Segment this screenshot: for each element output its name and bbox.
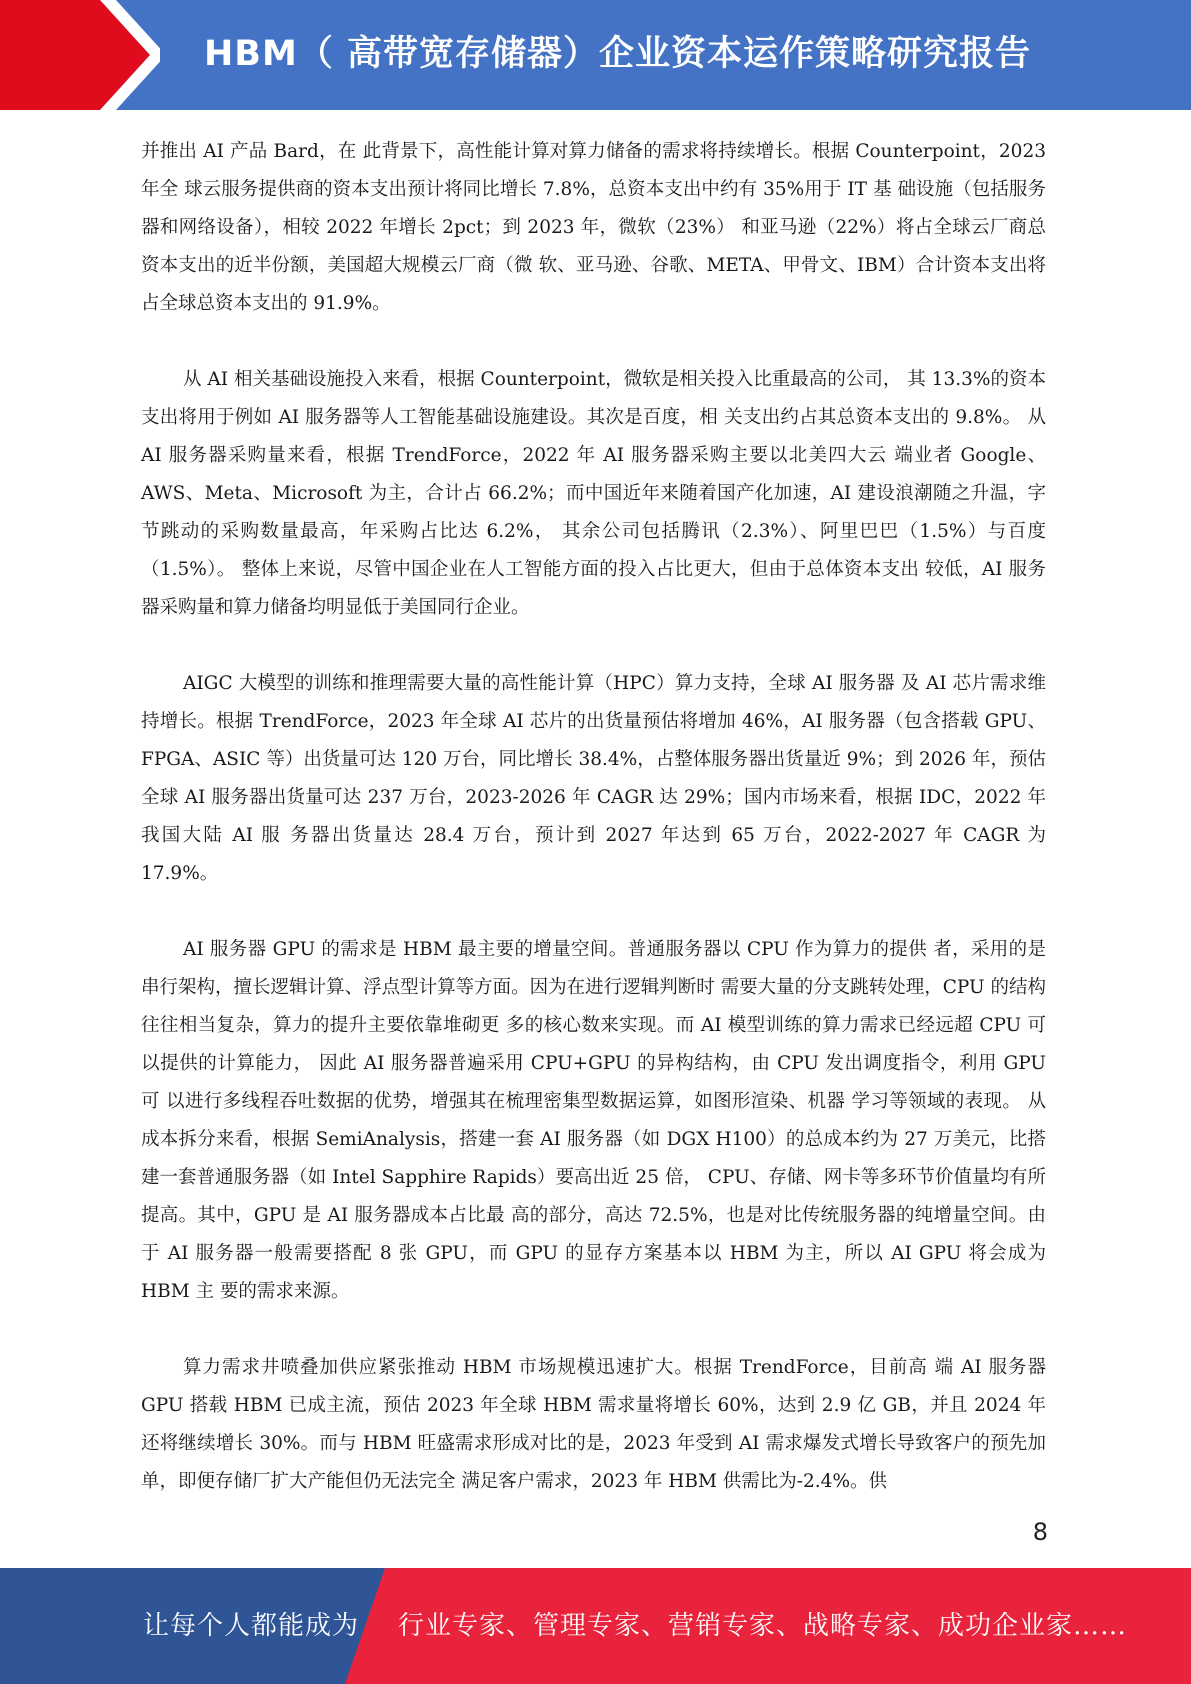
footer-banner <box>0 1568 1191 1684</box>
header-banner <box>0 0 1191 110</box>
paragraph-1: 并推出 AI 产品 Bard，在 此背景下，高性能计算对算力储备的需求将持续增长。根据 Counterpoint，2023 年全 球云服务提供商的资本支出预计将同比增长 7.8%，总资本支出中约有 35%用于 IT 基 础设施（包括服务器和网络设备），相较 2022 年增长 2pct；到 2023 年，微软（23%） 和亚马逊（22%）将占全球云厂商总资本支出的近半份额，美国超大规模云厂商（微 软、亚马逊、谷歌、META、甲骨文、IBM）合计资本支出将占全球总资本支出的 91.9%。 <box>141 141 1046 314</box>
document-body <box>141 133 1046 1539</box>
page-number: 8 <box>1032 1518 1048 1546</box>
footer-slogan-right: 行业专家、管理专家、营销专家、战略专家、成功企业家…… <box>398 1611 1128 1641</box>
paragraph-3: AIGC 大模型的训练和推理需要大量的高性能计算（HPC）算力支持，全球 AI 服务器 及 AI 芯片需求维持增长。根据 TrendForce，2023 年全球 AI 芯片的出货量预估将增加 46%，AI 服务器（包含搭载 GPU、FPGA、ASIC 等）出货量可达 120 万台，同比增长 38.4%，占整体服务器出货量近 9%；到 2026 年，预估全球 AI 服务器出货量可达 237 万台，2023-2026 年 CAGR 达 29%；国内市场来看，根据 IDC，2022 年我国大陆 AI 服 务器出货量达 28.4 万台，预计到 2027 年达到 65 万台，2022-2027 年 CAGR 为 17.9%。 <box>141 673 1046 884</box>
footer-slogan-left: 让每个人都能成为 <box>143 1611 360 1641</box>
red-chevron-decoration <box>0 0 160 110</box>
paragraph-2: 从 AI 相关基础设施投入来看，根据 Counterpoint，微软是相关投入比重最高的公司， 其 13.3%的资本支出将用于例如 AI 服务器等人工智能基础设施建设。其次是百度，相 关支出约占其总资本支出的 9.8%。 从 AI 服务器采购量来看，根据 TrendForce，2022 年 AI 服务器采购主要以北美四大云 端业者 Google、AWS、Meta、Microsoft 为主，合计占 66.2%；而中国近年来随着国产化加速，AI 建设浪潮随之升温，字节跳动的采购数量最高，年采购占比达 6.2%， 其余公司包括腾讯（2.3%）、阿里巴巴（1.5%）与百度（1.5%）。 整体上来说，尽管中国企业在人工智能方面的投入占比更大，但由于总体资本支出 较低，AI 服务器采购量和算力储备均明显低于美国同行企业。 <box>141 369 1046 618</box>
paragraph-5: 算力需求井喷叠加供应紧张推动 HBM 市场规模迅速扩大。根据 TrendForce，目前高 端 AI 服务器 GPU 搭载 HBM 已成主流，预估 2023 年全球 HBM 需求量将增长 60%，达到 2.9 亿 GB，并且 2024 年还将继续增长 30%。而与 HBM 旺盛需求形成对比的是，2023 年受到 AI 需求爆发式增长导致客户的预先加单，即便存储厂扩大产能但仍无法完全 满足客户需求，2023 年 HBM 供需比为-2.4%。供 <box>141 1357 1046 1492</box>
paragraph-4: AI 服务器 GPU 的需求是 HBM 最主要的增量空间。普通服务器以 CPU 作为算力的提供 者，采用的是串行架构，擅长逻辑计算、浮点型计算等方面。因为在进行逻辑判断时 需要大量的分支跳转处理，CPU 的结构往往相当复杂，算力的提升主要依靠堆砌更 多的核心数来实现。而 AI 模型训练的算力需求已经远超 CPU 可以提供的计算能力， 因此 AI 服务器普遍采用 CPU+GPU 的异构结构，由 CPU 发出调度指令，利用 GPU 可 以进行多线程吞吐数据的优势，增强其在梳理密集型数据运算，如图形渲染、机器 学习等领域的表现。 从成本拆分来看，根据 SemiAnalysis，搭建一套 AI 服务器（如 DGX H100）的总成本约为 27 万美元，比搭建一套普通服务器（如 Intel Sapphire Rapids）要高出近 25 倍， CPU、存储、网卡等多环节价值量均有所提高。其中，GPU 是 AI 服务器成本占比最 高的部分，高达 72.5%，也是对比传统服务器的纯增量空间。由于 AI 服务器一般需要搭配 8 张 GPU，而 GPU 的显存方案基本以 HBM 为主，所以 AI GPU 将会成为 HBM 主 要的需求来源。 <box>141 939 1046 1302</box>
report-title: HBM（ 高带宽存储器）企业资本运作策略研究报告 <box>204 34 1031 74</box>
